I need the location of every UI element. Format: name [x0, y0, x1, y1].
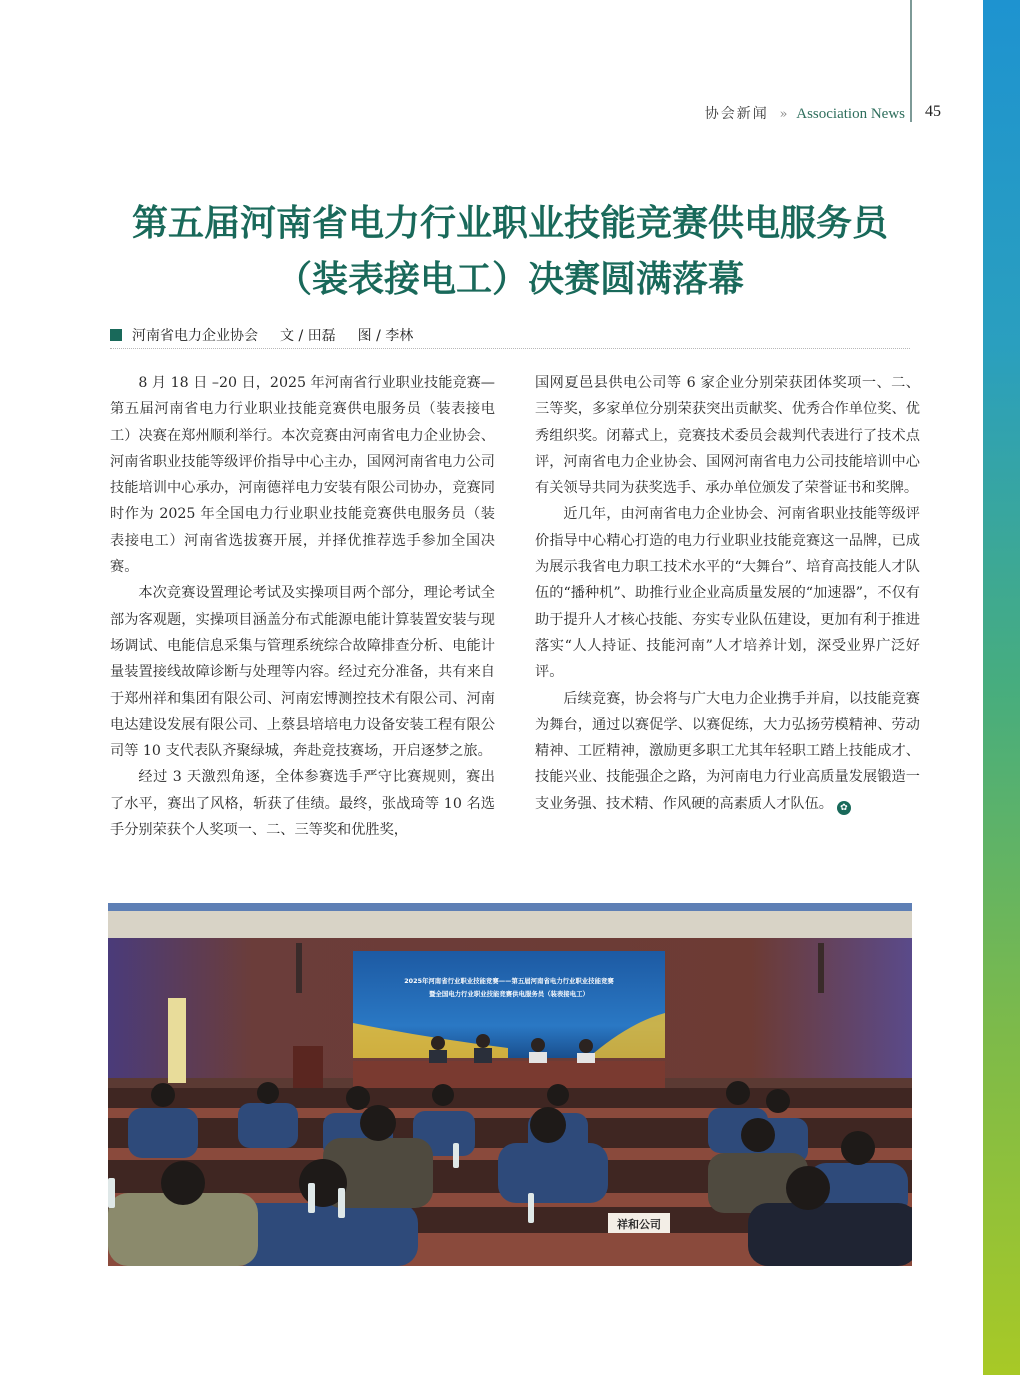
- association-logo-icon: ✿: [837, 801, 851, 815]
- header-divider: [910, 0, 912, 122]
- paragraph: 8 月 18 日 –20 日，2025 年河南省行业职业技能竞赛—第五届河南省电力行业职业技能竞赛供电服务员（装表接电工）决赛在郑州顺利举行。本次竞赛由河南省电力企业协会、河南省职业技能等级评价指导中心主办，国网河南省电力公司技能培训中心承办，河南德祥电力安装有限公司协办，竞赛同时作为 2025 年全国电力行业职业技能竞赛供电服务员（装表接电工）河南省选拔赛开展，并择优推荐选手参加全国决赛。: [110, 375, 495, 576]
- paragraph-text: 后续竞赛，协会将与广大电力企业携手并肩，以技能竞赛为舞台，通过以赛促学、以赛促练，大力弘扬劳模精神、劳动精神、工匠精神，激励更多职工尤其年轻职工踏上技能成才、技能兴业、技能强企之路，为河南电力行业高质量发展锻造一支业务强、技术精、作风硬的高素质人才队伍。: [535, 690, 920, 812]
- paragraph: 近几年，由河南省电力企业协会、河南省职业技能等级评价指导中心精心打造的电力行业职业技能竞赛这一品牌，已成为展示我省电力职工技术水平的“大舞台”、培育高技能人才队伍的“播种机”、助推行业企业高质量发展的“加速器”，不仅有助于提升人才核心技能、夯实专业队伍建设，更加有利于推进落实“人人持证、技能河南”人才培养计划，深受业界广泛好评。: [535, 506, 920, 681]
- article-column-left: [110, 370, 495, 843]
- screen-title-line-2: 暨全国电力行业职业技能竞赛供电服务员（装表接电工）: [429, 990, 589, 998]
- square-bullet-icon: [110, 329, 122, 341]
- dotted-divider: [110, 348, 910, 349]
- section-name-en: Association News: [796, 106, 905, 122]
- paragraph: 经过 3 天激烈角逐，全体参赛选手严守比赛规则，赛出了水平，赛出了风格，斩获了佳绩。最终，张战琦等 10 名选手分别荣获个人奖项一、二、三等奖和优胜奖，: [110, 769, 495, 839]
- paragraph-continued: 国网夏邑县供电公司等 6 家企业分别荣获团体奖项一、二、三等奖，多家单位分别荣获突出贡献奖、优秀合作单位奖、优秀组织奖。闭幕式上，竞赛技术委员会裁判代表进行了技术点评，河南省电力企业协会、国网河南省电力公司技能培训中心有关领导共同为获奖选手、承办单位颁发了荣誉证书和奖牌。: [535, 375, 920, 497]
- byline: [110, 325, 413, 345]
- byline-photographer: 图 / 李林: [357, 328, 414, 344]
- section-name-cn: 协会新闻: [704, 106, 769, 122]
- title-line-2: （装表接电工）决赛圆满落幕: [275, 258, 744, 300]
- title-line-1: 第五届河南省电力行业职业技能竞赛供电服务员: [131, 202, 888, 244]
- running-header: [600, 103, 905, 123]
- screen-title-line-1: 2025年河南省行业职业技能竞赛——第五届河南省电力行业职业技能竞赛: [404, 977, 614, 985]
- page-number: 45: [925, 103, 941, 120]
- paragraph: [535, 686, 920, 817]
- decorative-gradient-sidebar: [983, 0, 1020, 1375]
- byline-organization: 河南省电力企业协会: [132, 328, 258, 344]
- head-table: [353, 1061, 665, 1091]
- name-card-text: 祥和公司: [617, 1218, 661, 1231]
- byline-author: 文 / 田磊: [280, 328, 336, 344]
- article-title: [100, 195, 920, 307]
- double-chevron-icon: »: [779, 107, 788, 122]
- article-column-right: [535, 370, 920, 817]
- paragraph: 本次竞赛设置理论考试及实操项目两个部分，理论考试全部为客观题，实操项目涵盖分布式能源电能计算装置安装与现场调试、电能信息采集与管理系统综合故障排查分析、电能计量装置接线故障诊断与处理等内容。经过充分准备，共有来自于郑州祥和集团有限公司、河南宏博测控技术有限公司、河南电达建设发展有限公司、上蔡县培培电力设备安装工程有限公司等 10 支代表队齐聚绿城，奔赴竞技赛场，开启逐梦之旅。: [110, 585, 495, 760]
- event-photo: [108, 903, 912, 1266]
